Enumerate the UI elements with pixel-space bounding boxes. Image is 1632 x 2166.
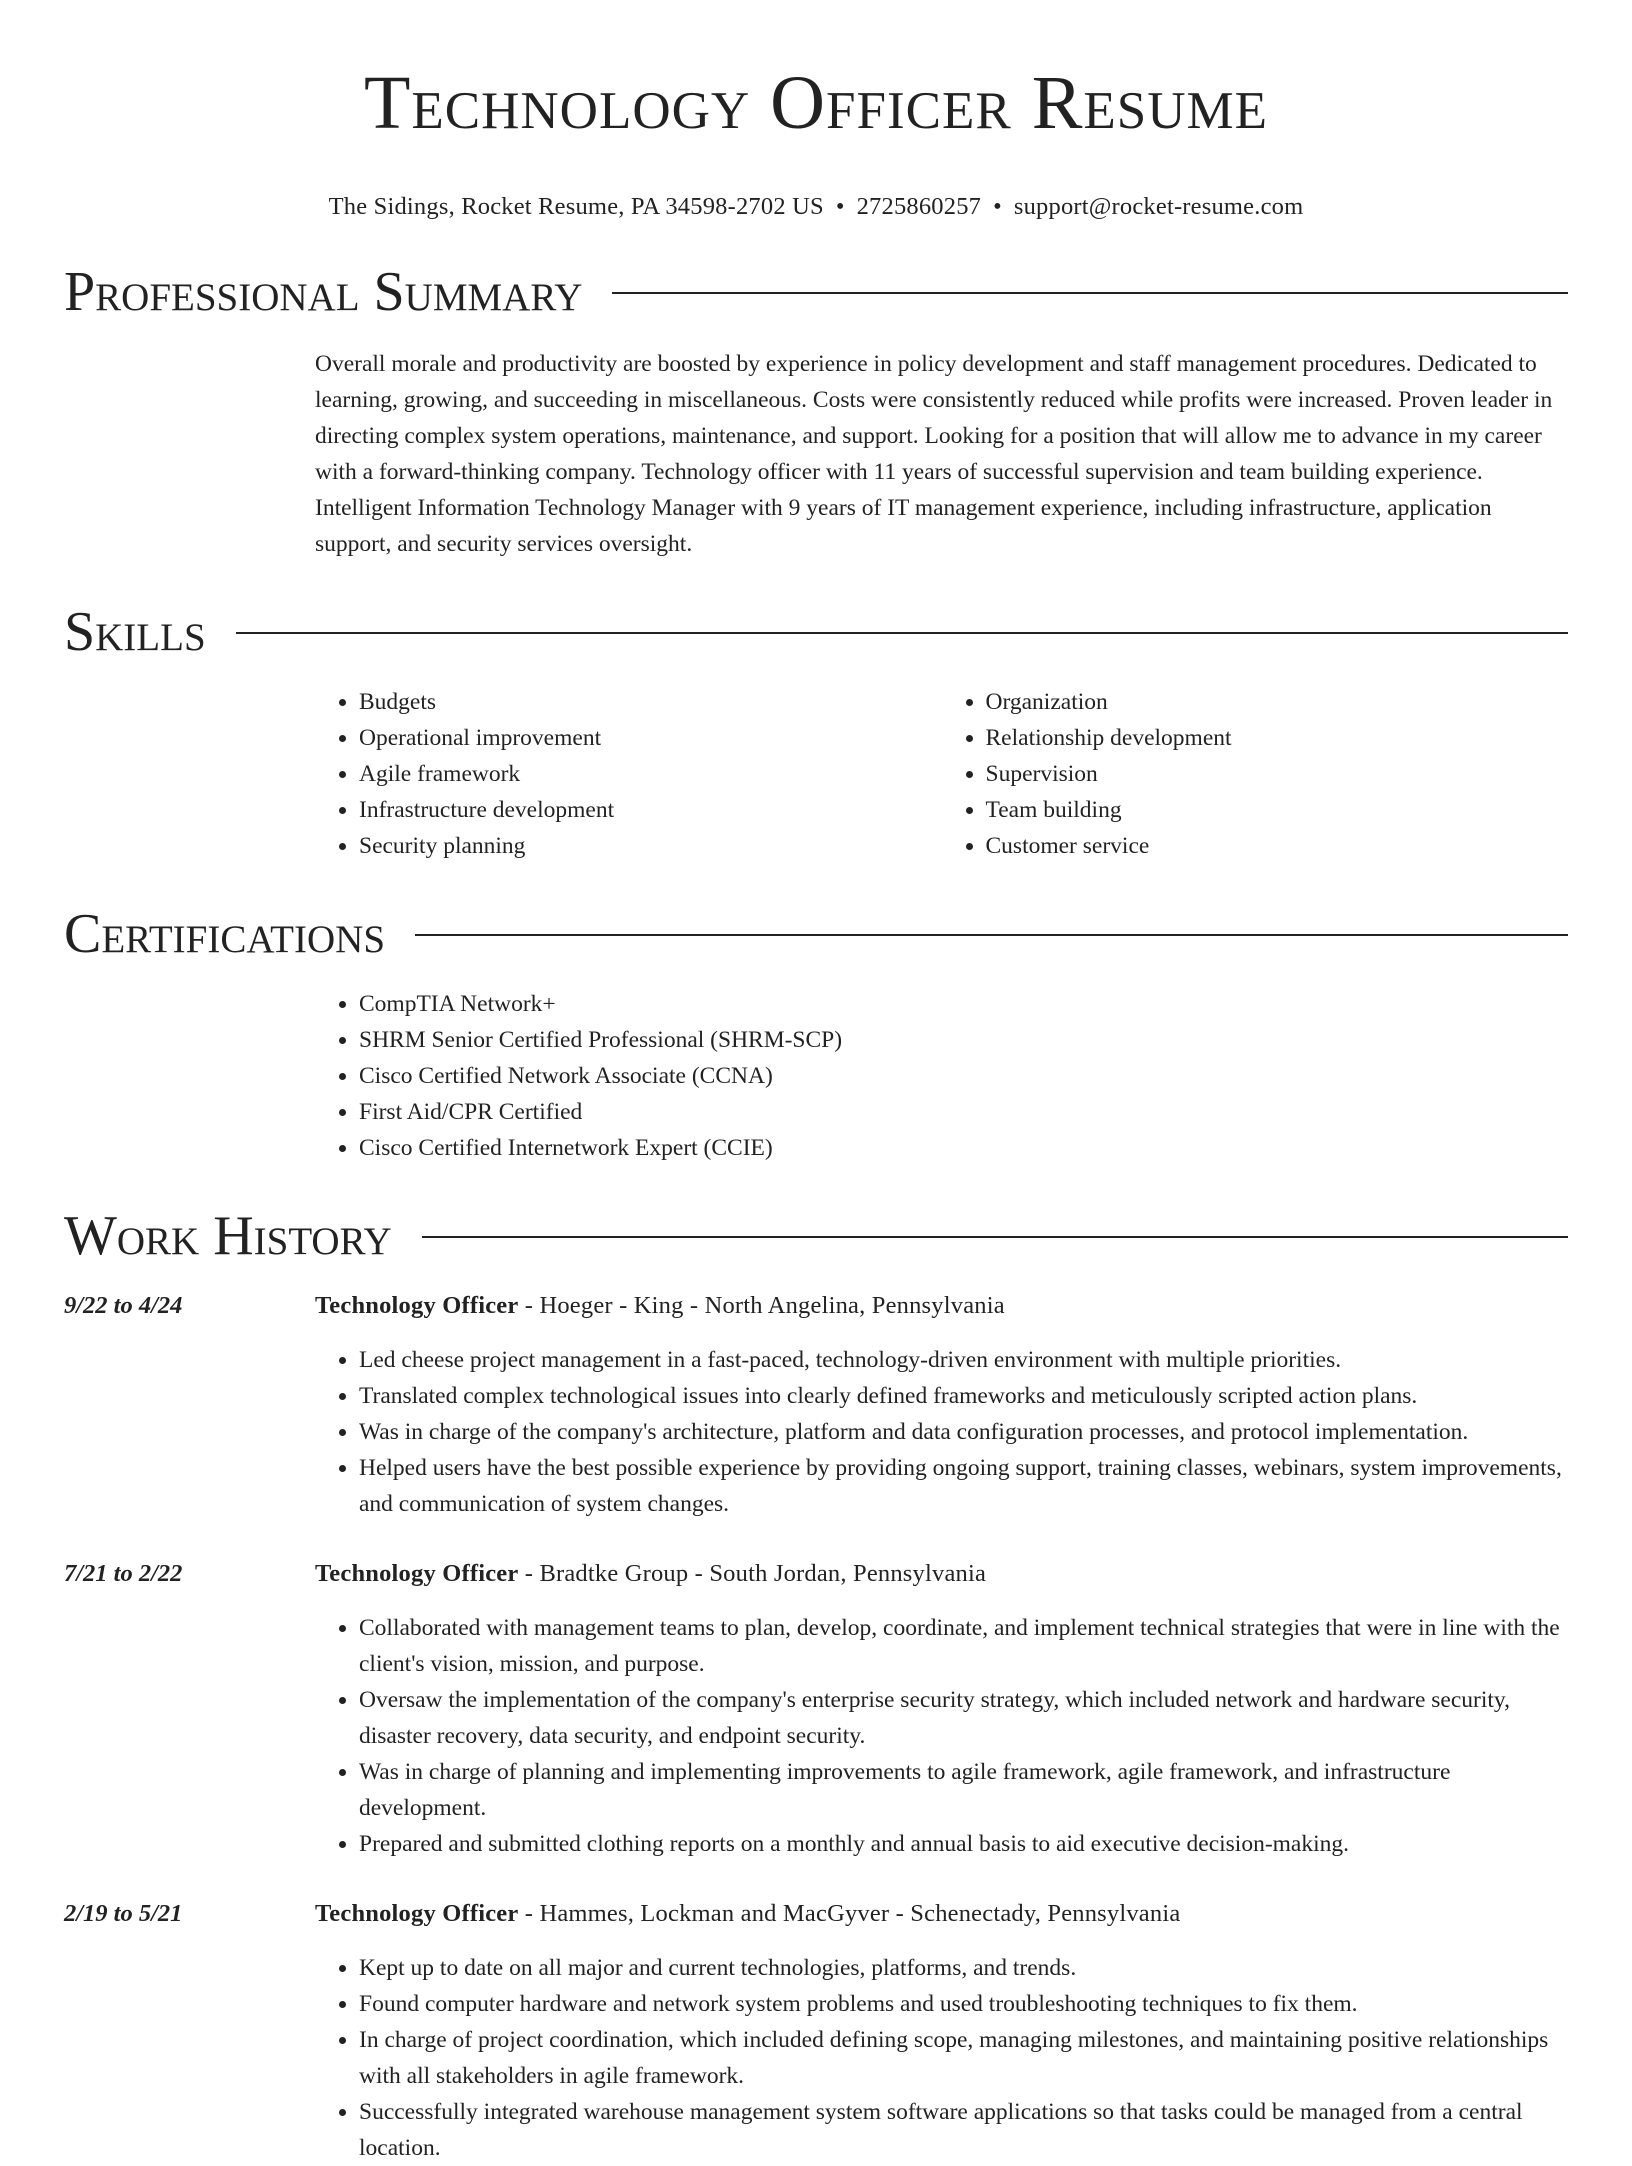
- job-dates: 2/19 to 5/21: [64, 1900, 183, 1927]
- certification-item: • CompTIA Network+: [359, 986, 1568, 1022]
- job-entry: [64, 1556, 1568, 1862]
- skill-item: • Supervision: [986, 756, 1569, 792]
- job-title: Technology Officer: [315, 1292, 519, 1319]
- job-bullet: • Led cheese project management in a fast-paced, technology-driven environment with multiple priorities.: [359, 1342, 1568, 1378]
- job-bullet: • Translated complex technological issues into clearly defined frameworks and meticulously scripted action plans.: [359, 1378, 1568, 1414]
- job-bullet: • Was in charge of planning and implementing improvements to agile framework, agile framework, and infrastructure development.: [359, 1754, 1568, 1826]
- job-title-line: [315, 1288, 1568, 1324]
- phone: 2725860257: [856, 193, 982, 220]
- job-bullets: [315, 1610, 1568, 1862]
- section-divider: [236, 632, 1568, 634]
- email: support@rocket-resume.com: [1013, 193, 1304, 220]
- job-details: [315, 1288, 1568, 1522]
- job-bullet: • Helped users have the best possible experience by providing ongoing support, training classes, webinars, system improvements, and communication of system changes.: [359, 1450, 1568, 1522]
- job-title: Technology Officer: [315, 1560, 519, 1587]
- skills-column-left: [315, 684, 942, 864]
- job-bullet: • Prepared and submitted clothing reports on a monthly and annual basis to aid executive decision-making.: [359, 1826, 1568, 1862]
- skills-heading: Skills: [64, 601, 206, 663]
- certifications-section-header: [64, 902, 1568, 966]
- contact-separator: •: [993, 193, 1002, 220]
- skills-list: [315, 684, 1568, 864]
- skills-column-right: [942, 684, 1569, 864]
- job-dates: 7/21 to 2/22: [64, 1560, 183, 1587]
- address: The Sidings, Rocket Resume, PA 34598-2702 US: [328, 193, 824, 220]
- work-history-section-header: [64, 1204, 1568, 1268]
- job-title: Technology Officer: [315, 1900, 519, 1927]
- section-divider: [415, 934, 1568, 936]
- skill-item: • Budgets: [359, 684, 942, 720]
- contact-line: [64, 192, 1568, 222]
- job-dates: 9/22 to 4/24: [64, 1292, 183, 1319]
- certifications-heading: Certifications: [64, 903, 386, 965]
- job-company: - Hammes, Lockman and MacGyver - Schenectady, Pennsylvania: [518, 1900, 1181, 1927]
- job-title-line: [315, 1556, 1568, 1592]
- certification-item: • Cisco Certified Internetwork Expert (CCIE): [359, 1130, 1568, 1166]
- summary-heading: Professional Summary: [64, 261, 583, 323]
- job-bullet: • Was in charge of the company's architecture, platform and data configuration processes, and protocol implementation.: [359, 1414, 1568, 1450]
- skill-item: • Relationship development: [986, 720, 1569, 756]
- job-bullets: [315, 1342, 1568, 1522]
- skill-item: • Team building: [986, 792, 1569, 828]
- job-entry: [64, 1288, 1568, 1522]
- skill-item: • Operational improvement: [359, 720, 942, 756]
- skills-section-header: [64, 600, 1568, 664]
- job-bullet: • Successfully integrated warehouse management system software applications so that tasks could be managed from a central location.: [359, 2094, 1568, 2166]
- skill-item: • Organization: [986, 684, 1569, 720]
- resume-title: Technology Officer Resume: [363, 61, 1269, 145]
- skill-item: • Infrastructure development: [359, 792, 942, 828]
- summary-text: Overall morale and productivity are boosted by experience in policy development and staff management procedures. Dedicated to learning, growing, and succeeding in miscellaneous. Costs were consistently reduced while profits were increased. Proven leader in directing complex system operations, maintenance, and support. Looking for a position that will allow me to advance in my career with a forward-thinking company. Technology officer with 11 years of successful supervision and team building experience. Intelligent Information Technology Manager with 9 years of IT management experience, including infrastructure, application support, and security services oversight.: [315, 351, 1553, 557]
- job-bullets: [315, 1950, 1568, 2166]
- job-bullet: • Kept up to date on all major and current technologies, platforms, and trends.: [359, 1950, 1568, 1986]
- work-history-heading: Work History: [64, 1205, 392, 1267]
- job-bullet: • Oversaw the implementation of the company's enterprise security strategy, which included network and hardware security, disaster recovery, data security, and endpoint security.: [359, 1682, 1568, 1754]
- job-details: [315, 1556, 1568, 1862]
- job-bullet: • Found computer hardware and network system problems and used troubleshooting techniques to fix them.: [359, 1986, 1568, 2022]
- job-details: [315, 1896, 1568, 2166]
- job-company: - Hoeger - King - North Angelina, Pennsylvania: [518, 1292, 1005, 1319]
- section-divider: [612, 292, 1568, 294]
- job-entry: [64, 1896, 1568, 2166]
- job-bullet: • Collaborated with management teams to plan, develop, coordinate, and implement technical strategies that were in line with the client's vision, mission, and purpose.: [359, 1610, 1568, 1682]
- summary-section-header: [64, 260, 1568, 324]
- certifications-list: [315, 986, 1568, 1166]
- skill-item: • Security planning: [359, 828, 942, 864]
- certification-item: • First Aid/CPR Certified: [359, 1094, 1568, 1130]
- section-divider: [422, 1236, 1568, 1238]
- skill-item: • Customer service: [986, 828, 1569, 864]
- job-bullet: • In charge of project coordination, which included defining scope, managing milestones, and maintaining positive relationships with all stakeholders in agile framework.: [359, 2022, 1568, 2094]
- job-company: - Bradtke Group - South Jordan, Pennsylvania: [518, 1560, 987, 1587]
- skill-item: • Agile framework: [359, 756, 942, 792]
- summary-body: [315, 346, 1568, 562]
- contact-separator: •: [835, 193, 845, 220]
- certification-item: • Cisco Certified Network Associate (CCNA): [359, 1058, 1568, 1094]
- job-title-line: [315, 1896, 1568, 1932]
- certification-item: • SHRM Senior Certified Professional (SHRM-SCP): [359, 1022, 1568, 1058]
